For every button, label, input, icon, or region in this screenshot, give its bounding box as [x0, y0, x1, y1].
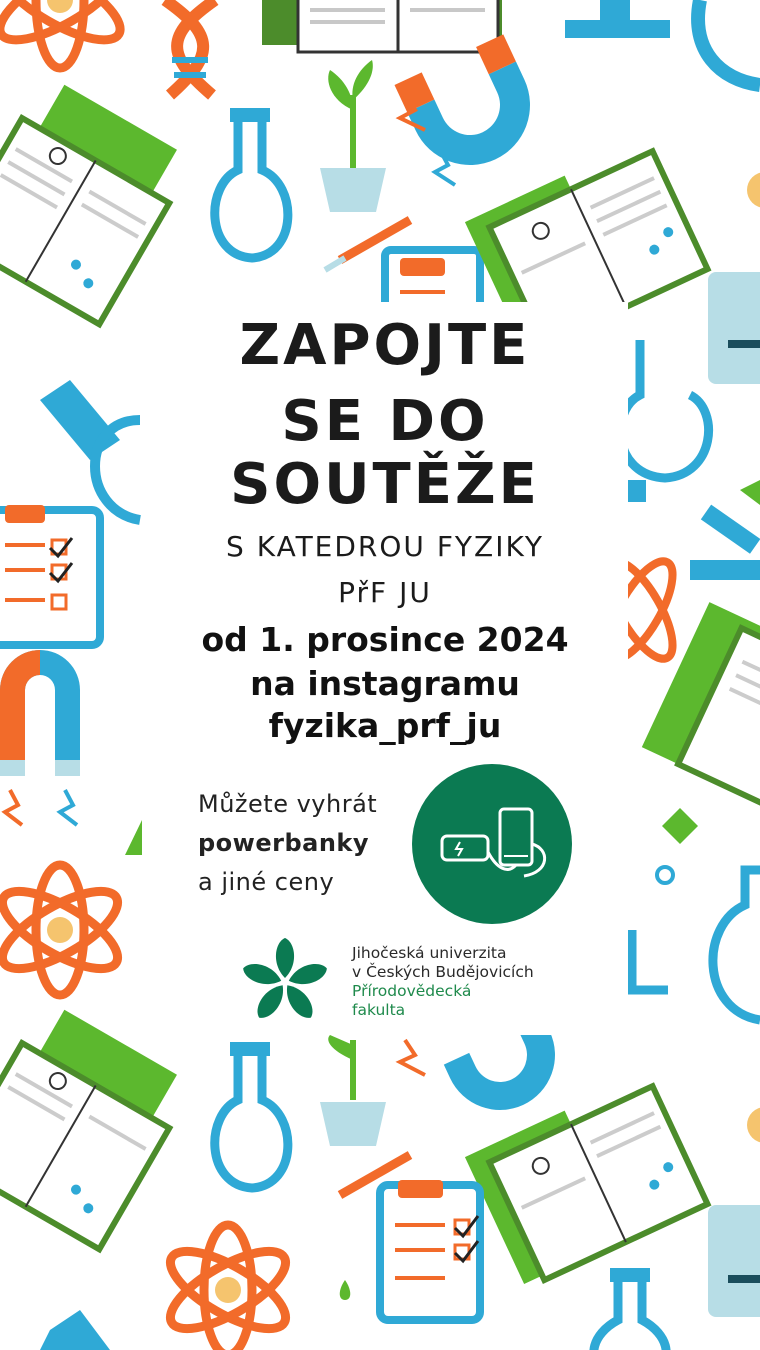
subtitle-line-2: PřF JU	[338, 576, 432, 609]
university-flower-logo	[237, 932, 333, 1028]
plant-icon	[320, 1035, 386, 1146]
headline-line-1: ZAPOJTE	[239, 313, 531, 378]
contest-info-panel	[142, 302, 628, 1035]
headline-line-2: SE DO	[281, 389, 489, 454]
faculty-name-line-1: Přírodovědecká	[352, 982, 472, 1000]
flask-icon	[215, 1042, 288, 1188]
book-icon	[262, 0, 502, 52]
microscope-icon	[690, 480, 760, 580]
flask-icon	[215, 108, 288, 258]
microscope-icon	[40, 380, 140, 520]
subtitle-line-1: S KATEDROU FYZIKY	[226, 530, 544, 563]
flask-icon	[713, 870, 760, 1020]
powerbank-phone-icon	[412, 764, 572, 924]
clipboard-icon	[380, 1180, 480, 1320]
date-line-1: od 1. prosince 2024	[201, 620, 569, 659]
headline-line-3: SOUTĚŽE	[230, 452, 540, 517]
university-name-line-2: v Českých Budějovicích	[352, 963, 534, 981]
date-line-2: na instagramu	[250, 664, 520, 703]
book-icon	[0, 1000, 194, 1250]
flask-icon	[594, 1268, 666, 1350]
atom-icon	[0, 865, 128, 995]
flask-icon	[621, 340, 709, 478]
prize-line-1: Můžete vyhrát	[198, 790, 378, 818]
magnet-icon	[0, 650, 80, 776]
faculty-name-line-2: fakulta	[352, 1001, 406, 1019]
university-name-line-1: Jihočeská univerzita	[352, 944, 507, 962]
instagram-handle: fyzika_prf_ju	[268, 706, 502, 745]
magnet-icon	[394, 34, 549, 184]
book-icon	[642, 602, 760, 810]
microscope-icon	[565, 0, 760, 85]
book-icon	[0, 75, 194, 325]
dna-icon	[165, 0, 215, 95]
atom-icon	[160, 1225, 297, 1350]
clipboard-icon	[0, 505, 100, 645]
atom-icon	[0, 0, 131, 68]
prize-line-3: a jiné ceny	[198, 868, 335, 896]
prize-line-2: powerbanky	[198, 829, 370, 857]
plant-icon	[320, 60, 386, 212]
